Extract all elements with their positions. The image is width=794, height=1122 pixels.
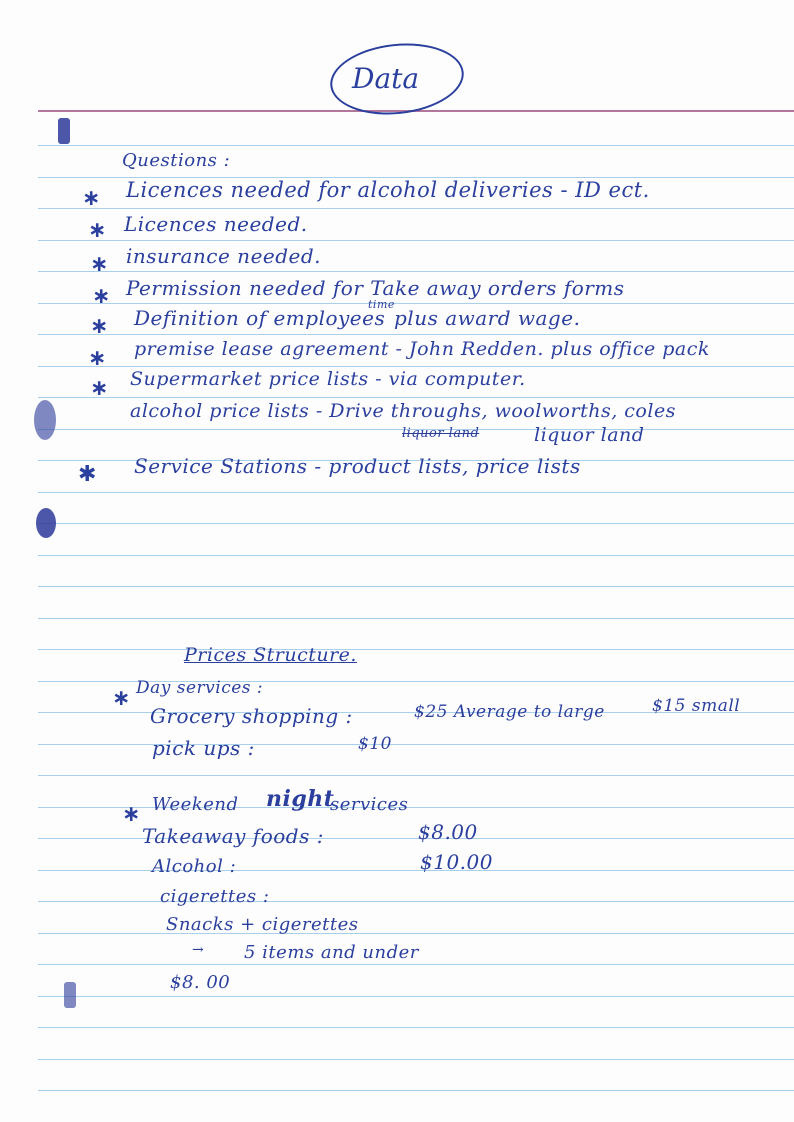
ruled-line [38,492,794,493]
ruled-line [38,334,794,335]
question-item: Definition of employees [134,306,386,330]
night-label: night [266,786,335,812]
takeaway-label: Takeaway foods : [142,824,324,848]
bullet-star-icon: ∗ [112,686,131,711]
items-price: $8. 00 [170,972,231,993]
day-services-label: Day services : [136,678,264,698]
question-item: Permission needed for Take away orders forms [126,276,625,300]
bullet-star-icon: ∗ [82,186,101,211]
takeaway-price: $8.00 [418,820,478,844]
bullet-star-icon: ∗ [90,314,109,339]
snacks-label: Snacks + cigerettes [166,914,359,935]
bullet-star-icon: ∗ [88,346,107,371]
question-item: Licences needed for alcohol deliveries - ID ect. [126,178,650,202]
grocery-label: Grocery shopping : [150,704,353,728]
page-title: Data [352,62,420,95]
bullet-star-icon: ✱ [78,462,97,487]
items-label: 5 items and under [244,942,419,963]
ruled-line [38,271,794,272]
ruled-line [38,1059,794,1060]
bullet-star-icon: ∗ [90,376,109,401]
ruled-line [38,901,794,902]
pickups-price: $10 [358,734,392,754]
ruled-line [38,1027,794,1028]
bullet-star-icon: ∗ [122,802,141,827]
margin-mark [58,118,70,144]
weekend-label: Weekend [152,794,239,815]
question-item: Licences needed. [124,212,308,236]
ruled-line [38,523,794,524]
margin-mark [34,400,56,440]
ruled-line [38,555,794,556]
question-item: premise lease agreement - John Redden. plus office pack [134,338,710,360]
bullet-star-icon: ∗ [90,252,109,277]
service-stations: Service Stations - product lists, price lists [134,454,581,478]
bullet-star-icon: ∗ [92,284,111,309]
alcohol-label: Alcohol : [152,856,237,877]
questions-heading: Questions : [122,150,231,171]
margin-mark [36,508,56,538]
bullet-star-icon: ∗ [88,218,107,243]
ruled-line [38,397,794,398]
ruled-line [38,649,794,650]
ruled-line [38,240,794,241]
alcohol-price-lists: alcohol price lists - Drive throughs, woolworths, coles [130,400,676,422]
struck-text: liquor land [402,426,480,441]
ruled-line [38,145,794,146]
ruled-line [38,586,794,587]
question-insert: time [368,298,395,311]
alcohol-price: $10.00 [420,850,493,874]
ruled-line [38,366,794,367]
prices-heading: Prices Structure. [184,644,357,666]
question-item: insurance needed. [126,244,322,268]
cigarettes-label: cigerettes : [160,886,270,907]
ruled-line [38,208,794,209]
ruled-line [38,303,794,304]
ruled-line [38,775,794,776]
margin-mark [64,982,76,1008]
ruled-line [38,618,794,619]
grocery-small-price: $15 small [652,696,741,716]
question-item: Supermarket price lists - via computer. [130,368,526,390]
alcohol-price-lists-cont: liquor land [534,424,645,446]
services-label: services [330,794,409,815]
ruled-line [38,996,794,997]
ruled-line [38,1090,794,1091]
ruled-line [38,964,794,965]
ruled-line [38,933,794,934]
items-arrow-icon: → [192,942,205,958]
grocery-price: $25 Average to large [414,702,605,722]
pickups-label: pick ups : [152,736,255,760]
question-item-tail: plus award wage. [394,306,581,330]
